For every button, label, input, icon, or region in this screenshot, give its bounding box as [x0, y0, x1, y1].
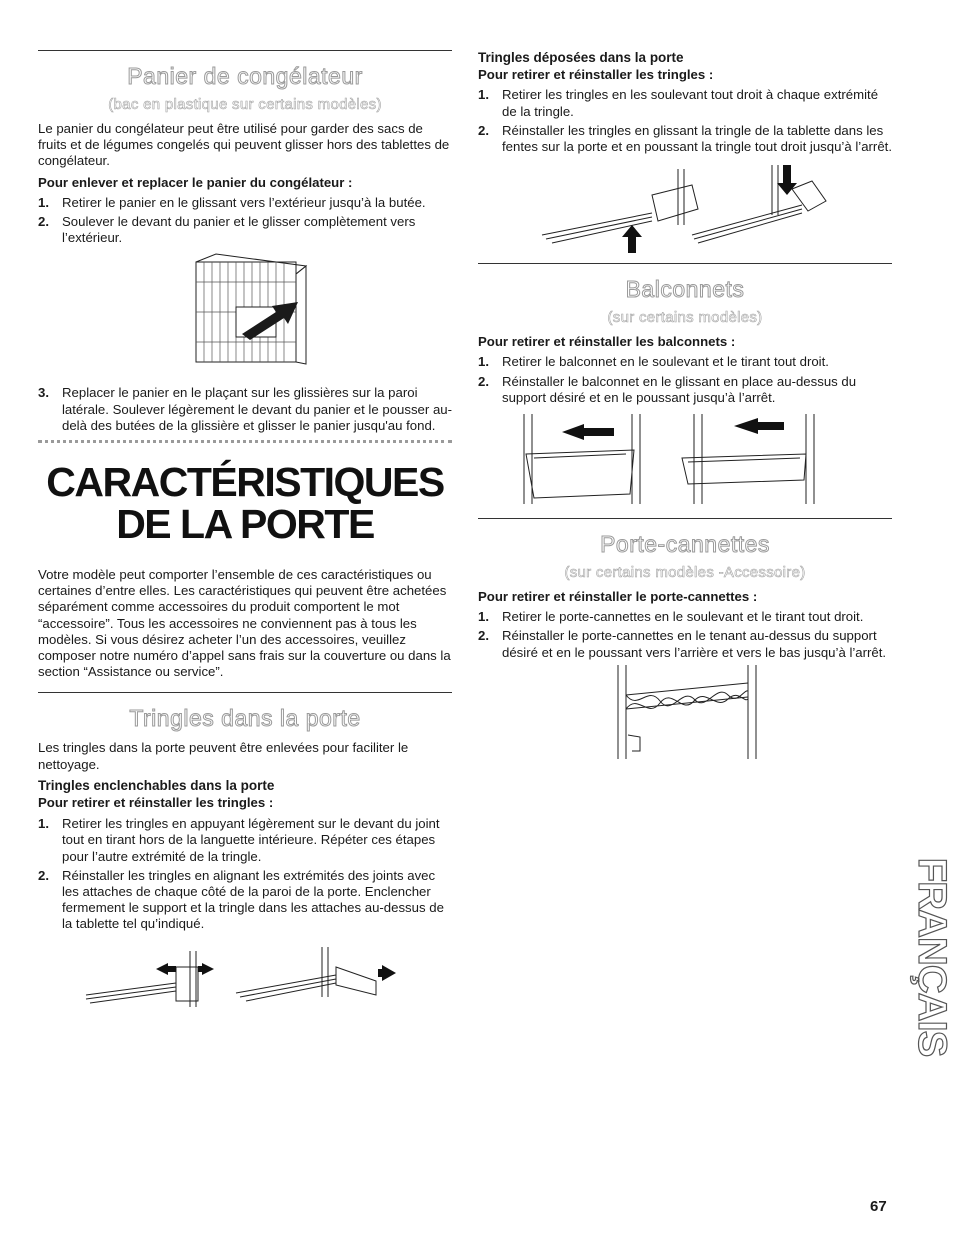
section-divider — [478, 518, 892, 519]
freezer-basket-intro: Le panier du congélateur peut être utilisé pour garder des sacs de fruits et de légumes congelés qui peuvent glisser hors des tablettes de congélateur. — [38, 121, 450, 169]
step-number: 2. — [38, 214, 49, 230]
step-item — [38, 214, 452, 246]
step-text: Retirer les tringles en appuyant légèrement sur le devant du joint tout en tirant hors de la languette intérieure. Répéter ces étapes pour l’autre extrémité de la tringle. — [62, 816, 440, 864]
step-number: 2. — [478, 122, 489, 138]
step-text: Réinstaller les tringles en alignant les extrémités des joints avec les attaches de chaque côté de la paroi de la porte. Enclencher fermement le support et la tringle dans les attaches au-dessus de la tablette tel qu’indiqué. — [62, 867, 444, 932]
section-divider — [38, 440, 452, 443]
section-divider — [478, 263, 892, 264]
step-text: Retirer les tringles en les soulevant tout droit à chaque extrémité de la tringle. — [502, 87, 879, 119]
step-item — [478, 87, 892, 119]
can-rack-instructions: Pour retirer et réinstaller le porte-cannettes : — [478, 589, 758, 605]
freezer-basket-steps-cont — [38, 385, 452, 434]
freezer-basket-instructions-heading: Pour enlever et replacer le panier du congélateur : — [38, 174, 353, 190]
arrow-icon — [562, 424, 614, 440]
freezer-basket-subtitle: (bac en plastique sur certains modèles) — [108, 96, 382, 113]
step-item — [478, 123, 892, 155]
step-number: 1. — [38, 816, 49, 832]
can-rack-title: Porte-cannettes — [600, 531, 770, 558]
step-item — [38, 385, 452, 434]
step-number: 1. — [38, 194, 49, 210]
snap-in-rails-steps — [38, 816, 452, 932]
step-text: Retirer le balconnet en le soulevant et le tirant tout droit. — [502, 354, 829, 370]
arrow-icon — [734, 418, 784, 434]
drop-in-rails-illustration — [542, 165, 832, 255]
step-text: Soulever le devant du panier et le glisser complètement vers l’extérieur. — [62, 214, 416, 246]
step-text: Retirer le panier en le glissant vers l’extérieur jusqu’à la butée. — [62, 194, 426, 210]
step-number: 1. — [478, 609, 489, 625]
step-text: Réinstaller le balconnet en le glissant en place au-dessus du support désiré et en le poussant jusqu’à l’arrêt. — [502, 373, 857, 405]
door-bins-steps — [478, 354, 892, 406]
language-label: FRANÇAIS — [910, 857, 954, 1057]
door-rails-intro: Les tringles dans la porte peuvent être enlevées pour faciliter le nettoyage. — [38, 740, 409, 772]
step-number: 2. — [478, 628, 489, 644]
step-text: Replacer le panier en le plaçant sur les glissières sur la paroi latérale. Soulever légèrement le devant du panier et le pousser au-delà des butées de la glissière et glisser le panier jusqu'au fond. — [62, 385, 453, 433]
step-item — [38, 816, 452, 865]
door-bins-title: Balconnets — [625, 276, 745, 303]
arrow-icon — [156, 963, 176, 975]
snap-in-rails-heading: Tringles enclenchables dans la porte — [38, 777, 275, 793]
step-number: 3. — [38, 385, 49, 401]
step-number: 1. — [478, 354, 489, 370]
step-text: Réinstaller le porte-cannettes en le tenant au-dessus du support désiré et en le poussant vers l’arrière et vers le bas jusqu’à l’arrêt. — [502, 628, 887, 660]
language-side-tab — [896, 850, 954, 1065]
arrow-icon — [777, 165, 797, 195]
right-column — [478, 50, 892, 761]
freezer-basket-steps — [38, 195, 452, 247]
section-divider — [38, 692, 452, 693]
step-number: 2. — [478, 373, 489, 389]
snap-in-rails-illustration — [86, 947, 416, 1027]
drop-in-rails-steps — [478, 87, 892, 155]
arrow-icon — [622, 225, 642, 253]
can-rack-illustration — [608, 665, 768, 761]
arrow-icon — [198, 963, 214, 975]
freezer-basket-illustration — [186, 252, 316, 377]
door-features-intro: Votre modèle peut comporter l’ensemble de ces caractéristiques ou certaines d’entre elles. Les caractéristiques qui peuvent être achetées séparément comme accessoires du produit comportent le mot “accessoire”. Tous les accessoires ne conviennent pas à tous les modèles. Si vous désirez acheter l’un des accessoires, veuillez composer notre numéro d’appel sans frais sur la couverture ou dans la section “Assistance ou service”. — [38, 567, 451, 680]
step-number: 2. — [38, 867, 49, 883]
step-item — [478, 628, 892, 660]
door-bins-illustration — [522, 414, 832, 506]
step-text: Réinstaller les tringles en glissant la tringle de la tablette dans les fentes sur la porte et en poussant la tringle tout droit jusqu’à l’arrêt. — [502, 122, 892, 155]
step-item — [38, 195, 452, 211]
left-column — [38, 50, 452, 1027]
door-bins-instructions: Pour retirer et réinstaller les balconnets : — [478, 334, 736, 350]
can-rack-subtitle: (sur certains modèles -Accessoire) — [564, 564, 806, 582]
drop-in-rails-instructions: Pour retirer et réinstaller les tringles : — [478, 67, 714, 83]
snap-in-rails-instructions: Pour retirer et réinstaller les tringles : — [38, 795, 274, 811]
drop-in-rails-heading: Tringles déposées dans la porte — [478, 50, 684, 65]
door-bins-subtitle: (sur certains modèles) — [607, 309, 763, 327]
can-rack-steps — [478, 609, 892, 661]
step-item — [478, 374, 892, 406]
section-divider — [38, 50, 452, 51]
page-title-line2: DE LA PORTE — [116, 501, 374, 548]
step-number: 1. — [478, 87, 489, 103]
step-item — [478, 609, 892, 625]
freezer-basket-title: Panier de congélateur — [127, 63, 363, 89]
door-rails-title: Tringles dans la porte — [129, 705, 361, 732]
step-text: Retirer le porte-cannettes en le soulevant et le tirant tout droit. — [502, 609, 864, 625]
page-title-line1: CARACTÉRISTIQUES — [46, 459, 444, 506]
step-item — [38, 868, 452, 933]
arrow-icon — [378, 965, 396, 981]
step-item — [478, 354, 892, 370]
page-number: 67 — [870, 1198, 887, 1215]
